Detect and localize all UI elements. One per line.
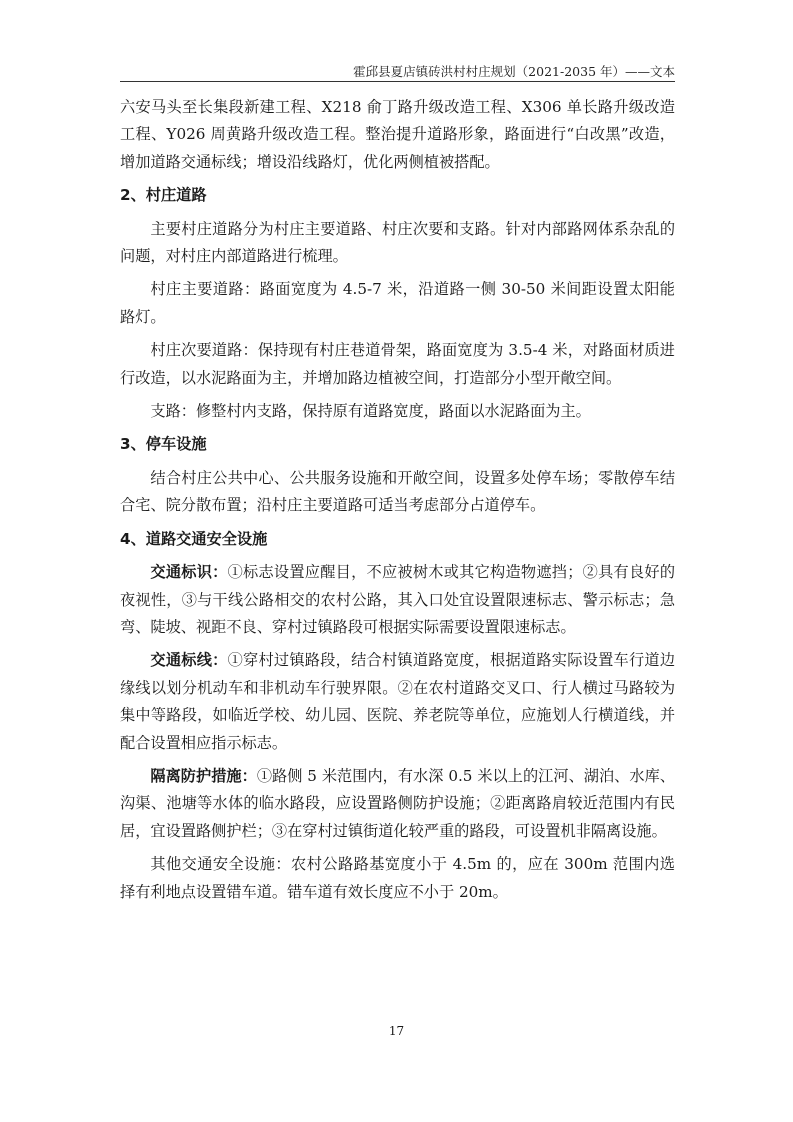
page-header: [120, 62, 675, 84]
section-heading-village-roads: 2、村庄道路: [120, 186, 207, 205]
isolation-paragraph: [120, 763, 675, 845]
isolation-text: ①路侧 5 米范围内，有水深 0.5 米以上的江河、湖泊、水库、沟渠、池塘等水体的临水路段，应设置路侧防护设施；②距离路肩较近范围内有民居，宜设置路侧护栏；③在穿村过镇街道化较严重的路段，可设置机非隔离设施。: [120, 766, 675, 840]
branch-roads-paragraph: 支路：修整村内支路，保持原有道路宽度，路面以水泥路面为主。: [150, 402, 591, 421]
section-heading-traffic-safety: 4、道路交通安全设施: [120, 529, 268, 548]
parking-paragraph: 结合村庄公共中心、公共服务设施和开敞空间，设置多处停车场；零散停车结合宅、院分散布置；沿村庄主要道路可适当考虑部分占道停车。: [120, 468, 675, 515]
traffic-markings-text: ①穿村过镇路段，结合村镇道路宽度，根据道路实际设置车行道边缘线以划分机动车和非机动车行驶界限。②在农村道路交叉口、行人横过马路较为集中等路段，如临近学校、幼儿园、医院、养老院等单位，应施划人行横道线，并配合设置相应指示标志。: [120, 651, 676, 752]
traffic-markings-paragraph: [120, 647, 675, 757]
section-heading-parking: 3、停车设施: [120, 435, 207, 454]
secondary-roads-paragraph: 村庄次要道路：保持现有村庄巷道骨架，路面宽度为 3.5-4 米，对路面材质进行改造，以水泥路面为主，并增加路边植被空间，打造部分小型开敞空间。: [120, 341, 675, 387]
intro-paragraph: 六安马头至长集段新建工程、X218 俞丁路升级改造工程、X306 单长路升级改造工程、Y026 周黄路升级改造工程。整治提升道路形象，路面进行“白改黑”改造，增加道路交通标线；增设沿线路灯，优化两侧植被搭配。: [120, 98, 675, 171]
header-divider: [120, 81, 675, 82]
page-number: 17: [388, 1024, 405, 1038]
isolation-label: 隔离防护措施：: [150, 766, 257, 785]
traffic-signs-paragraph: [120, 559, 675, 641]
traffic-signs-label: 交通标识：: [150, 563, 228, 582]
main-roads-paragraph: 村庄主要道路：路面宽度为 4.5-7 米，沿道路一侧 30-50 米间距设置太阳能路灯。: [120, 280, 675, 326]
header-title: 霍邱县夏店镇砖洪村村庄规划（2021-2035 年）——文本: [353, 64, 675, 79]
traffic-markings-label: 交通标线：: [150, 651, 228, 670]
other-safety-paragraph: 其他交通安全设施：农村公路路基宽度小于 4.5m 的，应在 300m 范围内选择有利地点设置错车道。错车道有效长度应不小于 20m。: [120, 855, 675, 901]
traffic-signs-text: ①标志设置应醒目，不应被树木或其它构造物遮挡；②具有良好的夜视性，③与干线公路相交的农村公路，其入口处宜设置限速标志、警示标志；急弯、陡坡、视距不良、穿村过镇路段可根据实际需要设置限速标志。: [120, 563, 676, 636]
document-body: [120, 94, 675, 906]
village-roads-overview: 主要村庄道路分为村庄主要道路、村庄次要和支路。针对内部路网体系杂乱的问题，对村庄内部道路进行梳理。: [120, 219, 675, 266]
